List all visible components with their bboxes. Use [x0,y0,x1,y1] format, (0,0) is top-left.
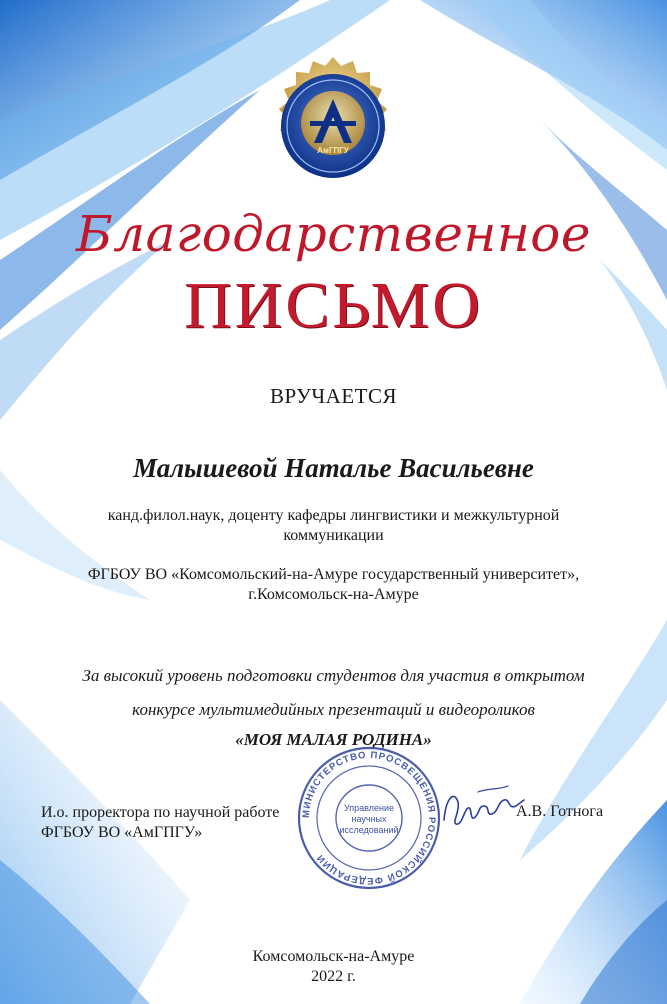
organization-line: г.Комсомольск-на-Амуре [248,586,419,603]
reason-line: конкурсе мультимедийных презентаций и видеороликов [132,700,535,719]
university-seal-icon [262,55,404,197]
recipient-name: Малышевой Наталье Васильевне [133,453,534,483]
award-reason [20,659,647,727]
official-stamp-icon [294,743,444,893]
handwritten-signature-icon [438,780,528,835]
signatory-name: А.В. Готнога [516,803,604,820]
stamp-center-line: Управление [343,803,395,813]
signatory-title-line: И.о. проректора по научной работе [41,804,280,821]
signatory-title-line: ФГБОУ ВО «АмГПГУ» [41,824,203,841]
reason-line: За высокий уровень подготовки студентов для участия в открытом [82,666,585,685]
recipient-organization [60,565,607,605]
signatory-title [41,803,279,843]
emblem-text: АмГПГУ [317,146,349,155]
recipient-position [90,506,577,546]
contest-name: «МОЯ МАЛАЯ РОДИНА» [235,730,432,749]
presented-label: ВРУЧАЕТСЯ [269,384,397,408]
organization-line: ФГБОУ ВО «Комсомольский-на-Амуре государственный университет», [87,566,580,583]
position-line: коммуникации [283,527,384,544]
stamp-ring-text: МИНИСТЕРСТВО ПРОСВЕЩЕНИЯ РОССИЙСКОЙ ФЕДЕРАЦИИ [300,749,438,887]
certificate-title-main: ПИСЬМО [184,269,483,342]
footer-year: 2022 г. [311,968,356,985]
footer-city: Комсомольск-на-Амуре [252,948,415,965]
stamp-center-line: исследований [339,825,399,835]
position-line: канд.филол.наук, доценту кафедры лингвистики и межкультурной [107,507,560,524]
stamp-center-line: научных [351,814,387,824]
certificate-title-script: Благодарственное [76,205,591,263]
